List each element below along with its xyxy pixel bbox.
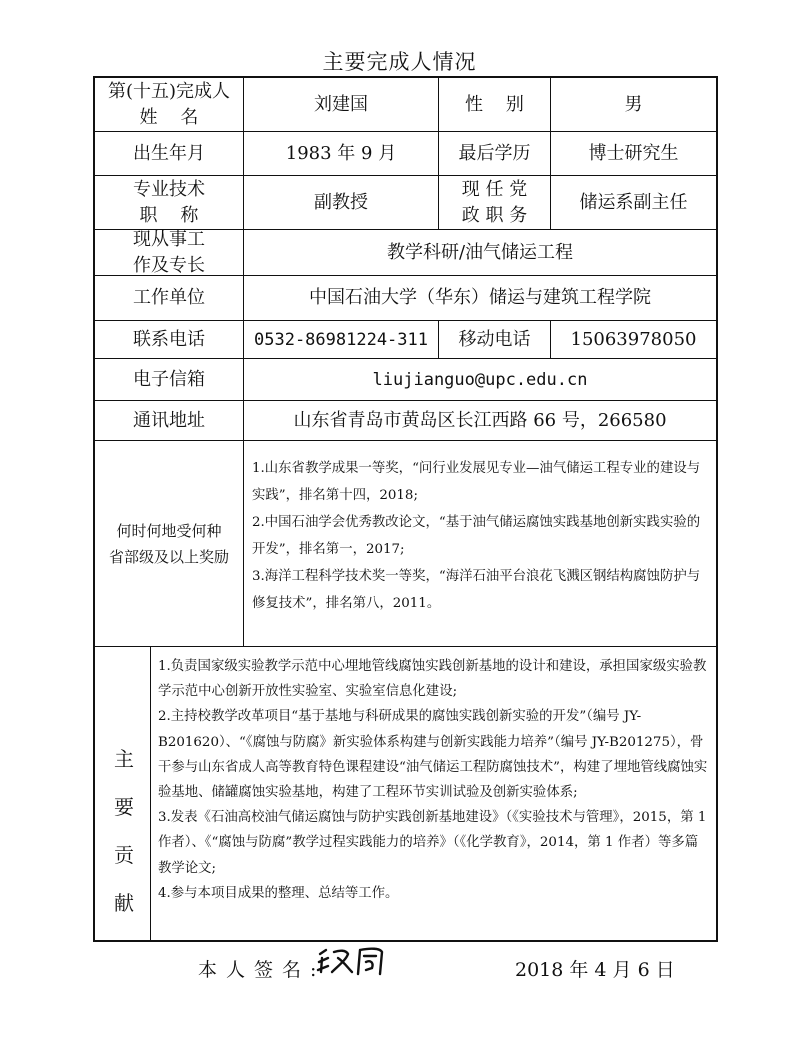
work-specialty-label [95, 230, 243, 275]
education-label: 最后学历 [458, 142, 531, 164]
signature-date: 2018 年 4 月 6 日 [515, 959, 675, 981]
work-specialty-line1: 现从事工 [133, 228, 205, 250]
name-label-line2: 姓 名 [139, 106, 199, 128]
awards-label-line1: 何时何地受何种 [116, 521, 222, 540]
contributions-label-char: 献 [114, 891, 134, 915]
mobile-value: 15063978050 [570, 328, 697, 350]
contribution-item: 1.负责国家级实验教学示范中心埋地管线腐蚀实践创新基地的设计和建设，承担国家级实验教学示范中心创新开放性实验室、实验室信息化建设; [158, 659, 707, 700]
email-value: liujianguo@upc.edu.cn [372, 369, 588, 390]
email-label: 电子信箱 [133, 368, 205, 390]
contributions-list [158, 654, 710, 906]
phone-value: 0532-86981224-311 [254, 329, 428, 350]
contributions-label-char: 主 [114, 747, 134, 771]
party-position-line2: 政 职 务 [461, 204, 528, 226]
birth-label: 出生年月 [133, 142, 205, 164]
mobile-label: 移动电话 [458, 328, 531, 350]
work-unit-value: 中国石油大学（华东）储运与建筑工程学院 [309, 287, 651, 308]
signature-label: 本人签名: [198, 959, 326, 981]
contributions-label-char: 贡 [114, 843, 134, 867]
birth-value: 1983 年 9 月 [285, 142, 397, 164]
name-label-line1: 第(十五)完成人 [107, 80, 231, 102]
contribution-item: 2.主持校教学改革项目“基于基地与科研成果的腐蚀实践创新实验的开发”（编号 JY-B201620）、“《腐蚀与防腐》新实验体系构建与创新实践能力培养”（编号 JY-B201275），骨干参与山东省成人高等教育特色课程建设“油气储运工程防腐蚀技术”，构建了埋地管线腐蚀实验基地、储罐腐蚀实验基地，构建了工程环节实训试验及创新实验体系; [158, 709, 708, 801]
contribution-item: 3.发表《石油高校油气储运腐蚀与防护实践创新基地建设》（《实验技术与管理》，2015，第 1 作者）、《“腐蚀与防腐”教学过程实践能力的培养》（《化学教育》，2014，第 1 作者）等多篇教学论文; [158, 810, 707, 876]
professional-title-line1: 专业技术 [133, 178, 205, 200]
work-unit-label: 工作单位 [133, 287, 205, 308]
name-value: 刘建国 [314, 93, 368, 115]
gender-label: 性 别 [465, 93, 524, 115]
awards-label-line2: 省部级及以上奖励 [108, 547, 229, 566]
contributions-label-char: 要 [114, 795, 134, 819]
page-title: 主要完成人情况 [322, 50, 477, 74]
address-value: 山东省青岛市黄岛区长江西路 66 号，266580 [293, 409, 667, 431]
col-divider [150, 646, 151, 942]
work-specialty-line2: 作及专长 [133, 254, 205, 276]
professional-title-label [95, 176, 243, 229]
work-specialty-value: 教学科研/油气储运工程 [386, 241, 574, 263]
award-item: 2.中国石油学会优秀教改论文，“基于油气储运腐蚀实践基地创新实践实验的开发”，排名第一，2017; [252, 515, 701, 557]
professional-title-line2: 职 称 [139, 204, 199, 226]
professional-title-value: 副教授 [314, 191, 368, 213]
address-label: 通讯地址 [133, 409, 205, 431]
phone-label: 联系电话 [133, 328, 205, 350]
gender-value: 男 [624, 93, 643, 115]
party-position-line1: 现 任 党 [461, 178, 528, 200]
contributions-label [100, 735, 148, 927]
party-position-value: 储运系副主任 [579, 191, 688, 213]
award-item: 1.山东省教学成果一等奖，“问行业发展见专业—油气储运工程专业的建设与实践”，排名第十四，2018; [252, 461, 701, 503]
education-value: 博士研究生 [588, 142, 679, 164]
party-position-label [439, 176, 550, 229]
awards-label [95, 441, 243, 646]
row-divider [93, 646, 718, 647]
contribution-item: 4.参与本项目成果的整理、总结等工作。 [158, 885, 399, 901]
handwritten-signature-icon [316, 944, 388, 978]
awards-list [252, 455, 708, 617]
award-item: 3.海洋工程科学技术奖一等奖，“海洋石油平台浪花飞溅区钢结构腐蚀防护与修复技术”，排名第八，2011。 [252, 569, 701, 611]
name-label [95, 78, 243, 131]
